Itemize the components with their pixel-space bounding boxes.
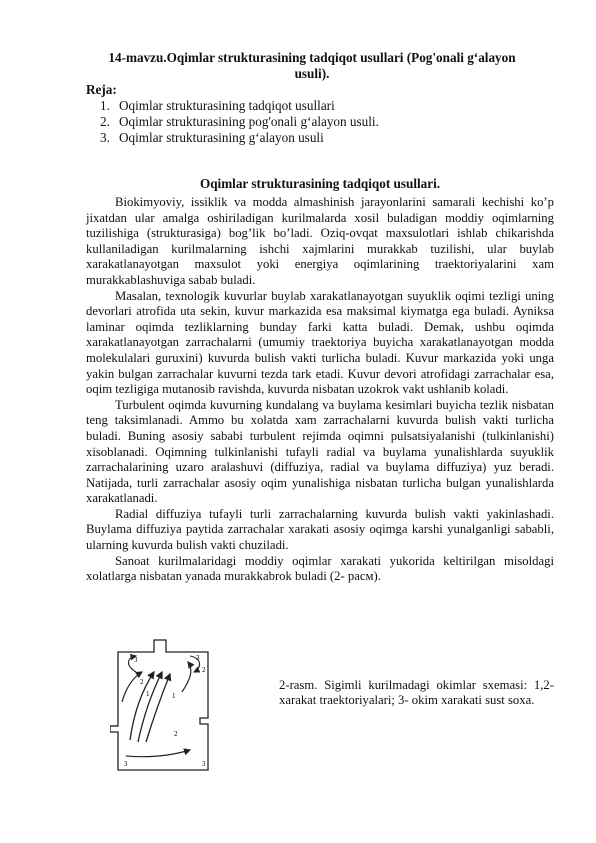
body-text	[86, 195, 554, 585]
figure-label: 3	[134, 656, 138, 664]
section-heading: Oqimlar strukturasining tadqiqot usullari.	[199, 176, 441, 191]
flow-line	[122, 672, 142, 702]
plan-item-text: Oqimlar strukturasining g‘alayon usuli	[119, 130, 324, 145]
plan-item	[100, 98, 379, 114]
plan-item	[100, 114, 379, 130]
paragraph: Sanoat kurilmalaridagi moddiy oqimlar xarakati yukorida keltirilgan misoldagi xolatlarga nisbatan yanada murakkabrok buladi (2- расм).	[86, 553, 554, 584]
flow-line	[182, 662, 191, 692]
figure-label: 2	[140, 678, 144, 686]
plan-item-number: 1.	[100, 98, 110, 113]
plan-item	[100, 130, 379, 146]
plan-item-text: Oqimlar strukturasining pog'onali g‘alayon usuli.	[119, 114, 379, 129]
figure-label: 2	[174, 730, 178, 738]
paragraph: Masalan, texnologik kuvurlar buylab xarakatlanayotgan suyuklik oqimi tezligi uning devorlari atrofida uta sekin, kuvur markazida esa maksimal kiymatga ega buladi. Ayniksa laminar oqimda tezliklarning bunday farki katta buladi. Demak, ushbu oqimda xarakatlanayotgan zarrachalarni (umumiy traektoriya buyicha xarakatlanayotgan modda molekulalari guruxini) kuvurda bulish vakti turlicha buladi. Kuvur markazida yoki unga yakin bulgan zarrachalar kuvurni tezda tark etadi. Kuvur devori atrofidagi zarrachalar esa, oqim tezligiga mutanosib ravishda, kuvurda nisbatan uzokrok vakt ushlanib koladi.	[86, 288, 554, 397]
vessel-flow-diagram	[110, 632, 220, 772]
plan-item-text: Oqimlar strukturasining tadqiqot usullari	[119, 98, 335, 113]
document-title: 14-mavzu.Oqimlar strukturasining tadqiqot usullari (Pog'onali g‘alayon usuli).	[108, 50, 516, 81]
figure-caption: 2-rasm. Sigimli kurilmadagi okimlar sxemasi: 1,2-xarakat traektoriyalari; 3- okim xarakati sust soxa.	[279, 678, 554, 708]
paragraph: Biokimyoviy, issiklik va modda almashinish jarayonlarini samarali kechishi ko’p jixatdan ular amalga oshiriladigan kurilmalarda xosil buladigan moddiy oqimlarning tuzilishiga (strukturasiga) bog’lik bo’ladi. Oziq-ovqat maxsulotlari ishlab chikarishda kullaniladigan kurilmalarning ishchi xajmlarini murakkab tuzilishi, ular buylab xarakatlanayotgan maxsulot yoki energiya oqimlarining traektoriyalarini xam murakkablashuviga sabab buladi.	[86, 195, 554, 287]
plan-list	[100, 98, 379, 146]
flow-line	[126, 750, 190, 757]
plan-label: Reja:	[86, 82, 117, 97]
flow-line	[146, 674, 170, 742]
figure-label: 2	[202, 666, 206, 674]
paragraph: Turbulent oqimda kuvurning kundalang va buylama kesimlari buyicha tezlik nisbatan teng taksimlanadi. Ammo bu xolatda xam zarrachalarni kuvurda bulish vakti turlicha buladi. Buning asosiy sababi turbulent rejimda oqimni pulsatsiyalanishi (tulkinlanishi) xisoblanadi. Oqimning tulkinlanishi tufayli radial va buylama yunalishlarda suyuklik zarrachalarining uzaro aralashuvi (diffuziya, radial va buylama diffuziya) yuz beradi. Natijada, turli zarrachalar asosiy oqim yunalishiga nisbatan turlicha bulgan yunalishlarda xarakatlanadi.	[86, 397, 554, 506]
plan-item-number: 3.	[100, 130, 110, 145]
figure-label: 1	[146, 690, 150, 698]
figure-label: 3	[202, 760, 206, 768]
figure-label: 3	[124, 760, 128, 768]
paragraph: Radial diffuziya tufayli turli zarrachalarning kuvurda bulish vakti yakinlashadi. Buylama diffuziya paytida zarrachalar xarakati asosiy oqimga karshi yunalganligi sababli, ularning kuvurda bulish vakti chuziladi.	[86, 506, 554, 553]
figure-label: 1	[172, 692, 176, 700]
figure-label: 3	[196, 654, 200, 662]
vessel-outline	[110, 640, 208, 770]
plan-item-number: 2.	[100, 114, 110, 129]
